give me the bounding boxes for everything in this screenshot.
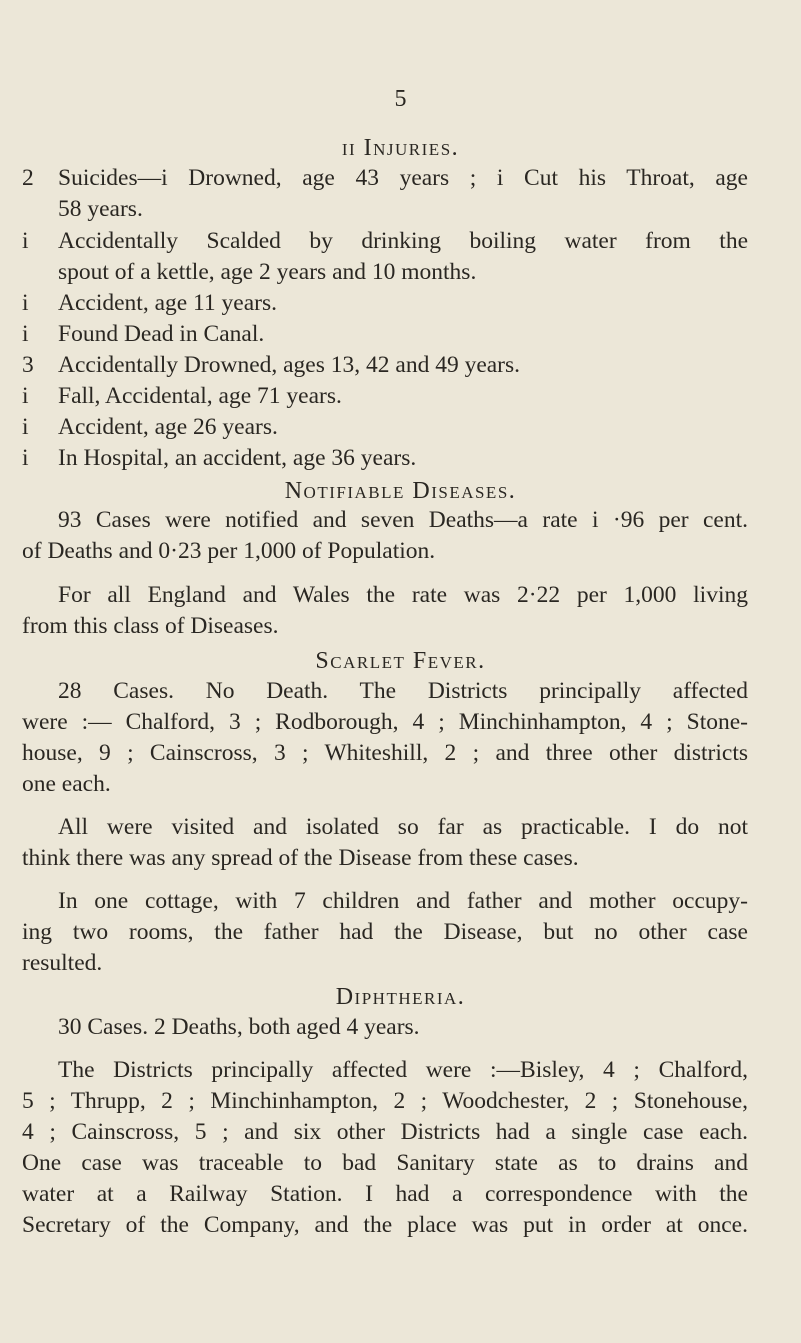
injury-line: spout of a kettle, age 2 years and 10 months. [58, 259, 477, 285]
notifiable-paragraph-1-line: of Deaths and 0·23 per 1,000 of Population. [22, 538, 436, 564]
notifiable-heading: Notifiable Diseases. [284, 478, 517, 504]
diphtheria-paragraph-2-line: The Districts principally affected were :—Bisley, 4 ; Chalford, [58, 1057, 748, 1083]
scarlet-fever-heading: Scarlet Fever. [315, 648, 486, 674]
notifiable-paragraph-2-line: from this class of Diseases. [22, 613, 279, 639]
scarlet-paragraph-2-line: All were visited and isolated so far as practicable. I do not [58, 814, 748, 840]
scarlet-paragraph-1-line: one each. [22, 771, 111, 797]
injury-count: 3 [22, 352, 34, 378]
diphtheria-paragraph-2-line: 5 ; Thrupp, 2 ; Minchinhampton, 2 ; Woodchester, 2 ; Stonehouse, [22, 1088, 748, 1114]
injury-line: 58 years. [58, 196, 143, 222]
diphtheria-paragraph-2-line: Secretary of the Company, and the place was put in order at once. [22, 1212, 748, 1238]
injury-line: Suicides—i Drowned, age 43 years ; i Cut his Throat, age [58, 165, 748, 191]
notifiable-paragraph-1-line: 93 Cases were notified and seven Deaths—a rate i ·96 per cent. [58, 507, 748, 533]
injury-line: Fall, Accidental, age 71 years. [58, 383, 342, 409]
diphtheria-paragraph-2-line: One case was traceable to bad Sanitary state as to drains and [22, 1150, 748, 1176]
notifiable-paragraph-2-line: For all England and Wales the rate was 2·22 per 1,000 living [58, 582, 748, 608]
diphtheria-paragraph-2-line: water at a Railway Station. I had a correspondence with the [22, 1181, 748, 1207]
scarlet-paragraph-2-line: think there was any spread of the Disease from these cases. [22, 845, 579, 871]
injury-count: i [22, 414, 29, 440]
injury-line: Found Dead in Canal. [58, 321, 265, 347]
diphtheria-paragraph-2-line: 4 ; Cainscross, 5 ; and six other Districts had a single case each. [22, 1119, 748, 1145]
injury-line: Accident, age 26 years. [58, 414, 278, 440]
injury-line: Accident, age 11 years. [58, 290, 278, 316]
injury-count: i [22, 383, 29, 409]
page-number: 5 [394, 86, 407, 112]
injury-count: i [22, 321, 29, 347]
injury-count: i [22, 445, 29, 471]
injuries-heading: ii Injuries. [341, 135, 460, 161]
scarlet-paragraph-3-line: resulted. [22, 950, 103, 976]
injury-count: i [22, 228, 29, 254]
scarlet-paragraph-3-line: In one cottage, with 7 children and father and mother occupy- [58, 888, 748, 914]
injury-count: i [22, 290, 29, 316]
injury-count: 2 [22, 165, 34, 191]
injury-line: In Hospital, an accident, age 36 years. [58, 445, 417, 471]
scarlet-paragraph-1-line: house, 9 ; Cainscross, 3 ; Whiteshill, 2 ; and three other districts [22, 740, 748, 766]
scarlet-paragraph-1-line: 28 Cases. No Death. The Districts principally affected [58, 678, 748, 704]
injury-line: Accidentally Scalded by drinking boiling water from the [58, 228, 748, 254]
diphtheria-paragraph-1-line: 30 Cases. 2 Deaths, both aged 4 years. [58, 1014, 420, 1040]
diphtheria-heading: Diphtheria. [335, 984, 466, 1010]
scarlet-paragraph-3-line: ing two rooms, the father had the Disease, but no other case [22, 919, 748, 945]
injury-line: Accidentally Drowned, ages 13, 42 and 49 years. [58, 352, 521, 378]
scarlet-paragraph-1-line: were :— Chalford, 3 ; Rodborough, 4 ; Minchinhampton, 4 ; Stone- [22, 709, 748, 735]
